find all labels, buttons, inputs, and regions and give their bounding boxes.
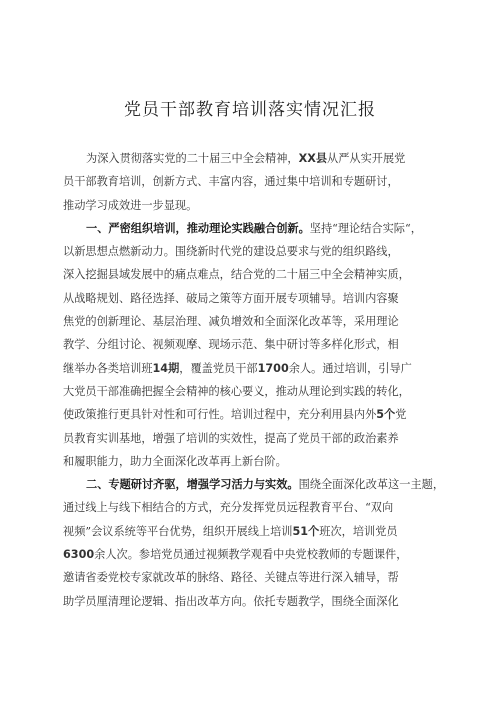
paragraph-3-line-5: 邀请省委党校专家就改革的脉络、路径、关键点等进行深入辅导，帮 xyxy=(63,571,399,585)
paragraph-2-line-1 xyxy=(63,217,450,240)
text-span: 坚持“理论结合实际“， xyxy=(309,221,422,235)
text-span: 党 xyxy=(395,408,407,422)
paragraph-3-line-6: 助学员厘清理论逻辑、指出改革方向。依托专题教学，围绕全面深化 xyxy=(63,594,399,608)
paragraph-3-line-4 xyxy=(63,543,450,566)
document-title: 党员干部教育培训落实情况汇报 xyxy=(124,100,376,120)
text-span: 继举办各类培训班 xyxy=(63,361,153,375)
text-span: 余人。通过培训，引导广 xyxy=(288,361,412,375)
class-count: 14期 xyxy=(152,361,180,375)
text-span: 为深入贯彻落实党的二十届三中全会精神， xyxy=(86,152,299,165)
paragraph-2-line-2: 以新思想点燃新动力。围绕新时代党的建设总要求与党的组织路线， xyxy=(63,245,399,259)
paragraph-2-line-4: 从战略规划、路径选择、破局之策等方面开展专项辅导。培训内容聚 xyxy=(63,291,399,305)
paragraph-2-line-7 xyxy=(63,357,450,380)
paragraph-2-line-10: 员教育实训基地，增强了培训的实效性，提高了党员干部的政治素养 xyxy=(63,431,399,445)
document-body xyxy=(63,147,450,613)
paragraph-2-line-3: 深入挖掘县域发展中的痛点难点，结合党的二十届三中全会精神实质， xyxy=(63,268,410,282)
text-span: 视频”会议系统等平台优势，组织开展线上培训 xyxy=(63,524,293,538)
paragraph-2-line-9 xyxy=(63,403,450,426)
online-trainee-count: 6300 xyxy=(63,548,95,562)
paragraph-1-line-1 xyxy=(63,147,450,170)
paragraph-2-line-8: 大党员干部准确把握全会精神的核心要义，推动从理论到实践的转化， xyxy=(63,384,410,398)
text-span: 从严从实开展党 xyxy=(327,152,406,165)
section-heading-2: 二、专题研讨齐驱，增强学习活力与实效。 xyxy=(86,478,299,492)
trainee-count: 1700 xyxy=(257,361,289,375)
text-span: ，覆盖党员干部 xyxy=(179,361,258,375)
paragraph-3-line-3 xyxy=(63,520,450,543)
paragraph-1-line-3: 推动学习成效进一步显现。 xyxy=(63,198,198,212)
paragraph-3-line-2: 通过线上与线下相结合的方式，充分发挥党员远程教育平台、“双向 xyxy=(63,501,394,515)
text-span: 使政策推行更具针对性和可行性。培训过程中，充分利用县内外 xyxy=(63,408,377,422)
section-heading-1: 一、严密组织培训，推动理论实践融合创新。 xyxy=(86,221,310,235)
paragraph-2-line-11: 和履职能力，助力全面深化改革再上新台阶。 xyxy=(63,454,287,468)
online-class-count: 51个 xyxy=(292,524,320,538)
paragraph-2-line-5: 焦党的创新理论、基层治理、减负增效和全面深化改革等，采用理论 xyxy=(63,315,399,329)
text-span: 班次，培训党员 xyxy=(319,524,398,538)
county-name: XX县 xyxy=(298,152,328,165)
paragraph-2-line-6: 教学、分组讨论、视频观摩、现场示范、集中研讨等多样化形式，相 xyxy=(63,338,399,352)
paragraph-3-line-1 xyxy=(63,473,450,496)
paragraph-1-line-2: 员干部教育培训，创新方式、丰富内容，通过集中培训和专题研讨， xyxy=(63,175,399,189)
text-span: 围绕全面深化改革这一主题， xyxy=(298,478,445,492)
text-span: 余人次。参培党员通过视频教学观看中央党校教师的专题课件， xyxy=(94,548,408,562)
base-count: 5个 xyxy=(376,408,396,422)
